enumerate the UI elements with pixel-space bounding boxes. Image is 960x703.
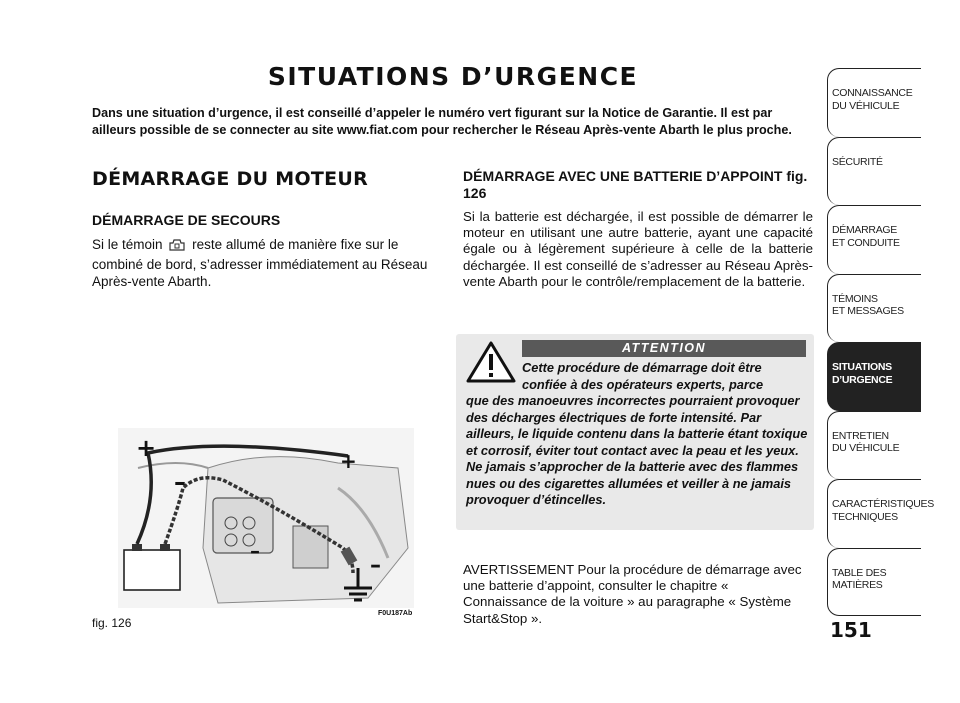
figure-caption: fig. 126 [92,616,132,630]
sidebar-item-label: TÉMOINS [832,292,878,305]
sidebar-item-label: CARACTÉRISTIQUES [832,498,934,510]
svg-text:+: + [340,449,357,473]
sidebar-item-securite[interactable] [827,137,921,206]
sidebar-item-label: ENTRETIEN [832,429,889,442]
figure-code: F0U187Ab [378,610,413,617]
svg-text:–: – [250,539,260,563]
attention-text [466,360,808,509]
sidebar-item-demarrage-conduite[interactable] [827,205,921,274]
page-title: SITUATIONS D’URGENCE [267,62,639,91]
attention-label: ATTENTION [522,340,806,357]
subheading-demarrage-secours: DÉMARRAGE DE SECOURS [92,212,281,228]
sidebar-item-label: TECHNIQUES [832,510,898,523]
paragraph-text-after-icon: reste allumé de manière fixe sur le combiné de bord, s’adresser immédiatement au Réseau Après-vente Abarth. [92,237,428,289]
intro-paragraph: Dans une situation d’urgence, il est conseillé d’appeler le numéro vert figurant sur la Notice de Garantie. Il est par ailleurs possible de se connecter au site www.fiat.com pour rechercher le Réseau Après-vente Abarth le plus proche. [92,106,792,137]
batterie-appoint-paragraph: Si la batterie est déchargée, il est possible de démarrer le moteur en utilisant une autre batterie, ayant une capacité égale ou à légèrement supérieure à celle de la batterie déchargée. Il est conseillé de s’adresser au Réseau Après-vente Abarth pour le contrôle/remplacement de la batterie. [463,209,813,289]
svg-text:+: + [136,434,157,462]
avertissement-paragraph: AVERTISSEMENT Pour la procédure de démarrage avec une batterie d’appoint, consulter le chapitre « Connaissance de la voiture » au paragraphe « Système Start&Stop ». [463,562,802,626]
sidebar-item-entretien-vehicule[interactable] [827,411,921,480]
svg-text:–: – [370,553,381,578]
sidebar-item-table-matieres[interactable] [827,548,921,617]
section-heading-demarrage-moteur: DÉMARRAGE DU MOTEUR [92,168,369,190]
engine-warning-icon [168,237,186,256]
page-number: 151 [830,618,872,642]
attention-text-rest: que des manoeuvres incorrectes pourraient provoquer des décharges électriques de forte intensité. Par ailleurs, le liquide contenu dans la batterie étant toxique et corrosif, éviter tout contact avec la peau et les yeux. Ne jamais s’approcher de la batterie avec des flammes nues ou des cigarettes allumées et veiller à ne jamais provoquer d’étincelles. [466,393,808,507]
subheading-batterie-appoint: DÉMARRAGE AVEC UNE BATTERIE D’APPOINT fig. 126 [463,168,808,201]
sidebar-item-situations-urgence[interactable] [827,342,921,411]
sidebar-item-label: ET CONDUITE [832,236,900,249]
demarrage-secours-paragraph [92,236,442,290]
sidebar-item-temoins-messages[interactable] [827,274,921,343]
figure-jump-start [118,428,414,608]
sidebar-item-label: TABLE DES [832,566,887,579]
sidebar-item-caracteristiques-techniques[interactable] [827,479,934,548]
sidebar-item-label: DÉMARRAGE [832,224,897,236]
sidebar-item-label: ET MESSAGES [832,305,904,317]
sidebar-item-label: MATIÈRES [832,579,883,591]
attention-box [456,334,814,530]
sidebar-item-label: DU VÉHICULE [832,442,900,454]
sidebar-item-label: SITUATIONS [832,361,892,373]
sidebar-item-connaissance-vehicule[interactable] [827,68,921,137]
paragraph-text-before-icon: Si le témoin [92,237,163,252]
sidebar-item-label: D’URGENCE [832,373,893,386]
chapter-sidebar [827,68,934,616]
sidebar-item-label: SÉCURITÉ [832,155,883,168]
sidebar-item-label: DU VÉHICULE [832,99,900,112]
attention-text-line1: Cette procédure de démarrage doit être confiée à des opérateurs experts, parce [522,360,764,392]
sidebar-item-label: CONNAISSANCE [832,87,913,99]
svg-text:–: – [174,468,186,496]
